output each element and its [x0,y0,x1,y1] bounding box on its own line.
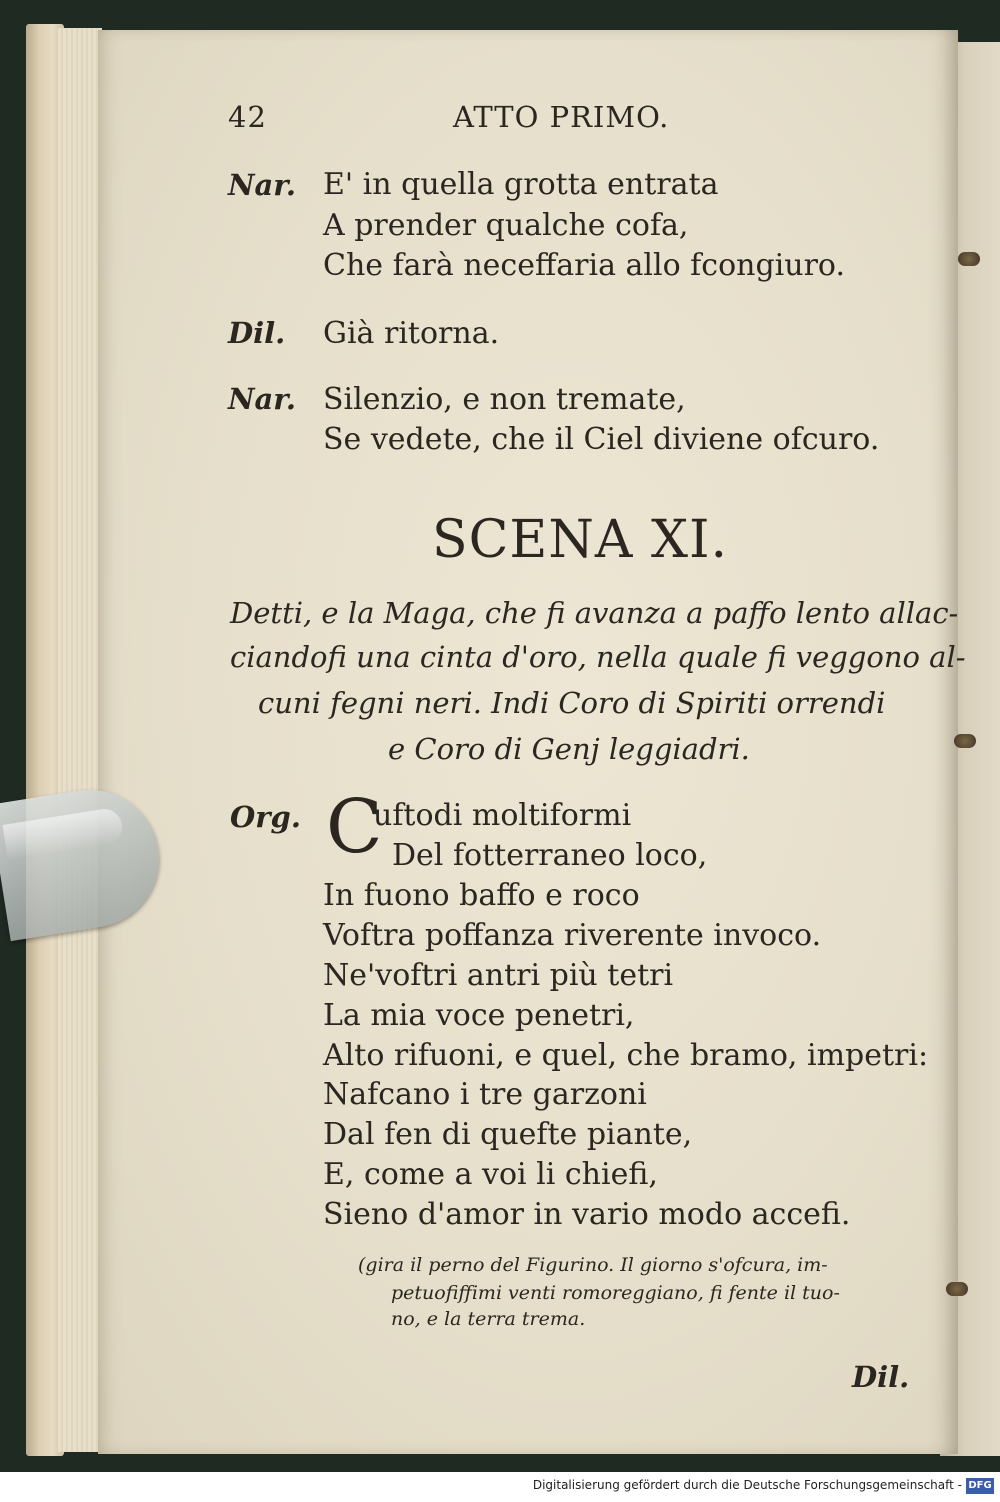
stage-note-line: petuofiffimi venti romoreggiano, fi fente il tuo- [391,1282,840,1304]
speaker-label: Org. [230,800,301,834]
page-stack-left [58,28,102,1452]
stage-note-line: no, e la terra trema. [391,1308,586,1330]
funding-notice: Digitalisierung gefördert durch die Deutsche Forschungsgemeinschaft - [532,1478,962,1492]
verse-line: Che farà neceffaria allo fcongiuro. [323,248,845,283]
stage-direction-line: e Coro di Genj leggiadri. [388,732,750,766]
verse-line: Silenzio, e non tremate, [323,382,686,417]
verse-line: La mia voce penetri, [323,998,635,1033]
speaker-label: Nar. [228,168,297,202]
verse-line: E, come a voi li chiefi, [323,1157,658,1192]
catchword: Dil. [852,1360,910,1394]
page-number: 42 [228,100,267,134]
verse-line: Sieno d'amor in vario modo accefi. [323,1197,851,1232]
binding-stitch [958,252,980,266]
dfg-logo: DFG [966,1478,994,1494]
stage-direction-line: cuni fegni neri. Indi Coro di Spiriti orrendi [258,686,886,720]
binding-stitch [954,734,976,748]
footer-bar [0,1472,1000,1502]
scene-heading: SCENA XI. [432,510,729,570]
verse-line: Voftra poffanza riverente invoco. [323,918,822,953]
verse-line: Nafcano i tre garzoni [323,1077,647,1112]
verse-line: Se vedete, che il Ciel diviene ofcuro. [323,422,880,457]
verse-line: A prender qualche cofa, [323,208,689,243]
verse-line: Già ritorna. [323,316,500,351]
verse-line: Ne'voftri antri più tetri [323,958,674,993]
speaker-label: Nar. [228,382,297,416]
verse-line: Del fotterraneo loco, [392,838,708,873]
stage-direction-line: Detti, e la Maga, che fi avanza a paffo lento allac- [230,596,959,630]
verse-line: In fuono baffo e roco [323,878,640,913]
verse-line: Dal fen di quefte piante, [323,1117,693,1152]
stage-direction-line: ciandofi una cinta d'oro, nella quale fi veggono al- [230,640,966,674]
verse-line: uftodi moltiformi [373,798,632,833]
binding-stitch [946,1282,968,1296]
running-title: ATTO PRIMO. [453,100,670,134]
speaker-label: Dil. [228,316,286,350]
drop-cap: C [326,784,383,870]
verse-line: E' in quella grotta entrata [323,167,719,202]
stage-note-line: (gira il perno del Figurino. Il giorno s'ofcura, im- [358,1254,828,1276]
verse-line: Alto rifuoni, e quel, che bramo, impetri: [323,1038,929,1073]
